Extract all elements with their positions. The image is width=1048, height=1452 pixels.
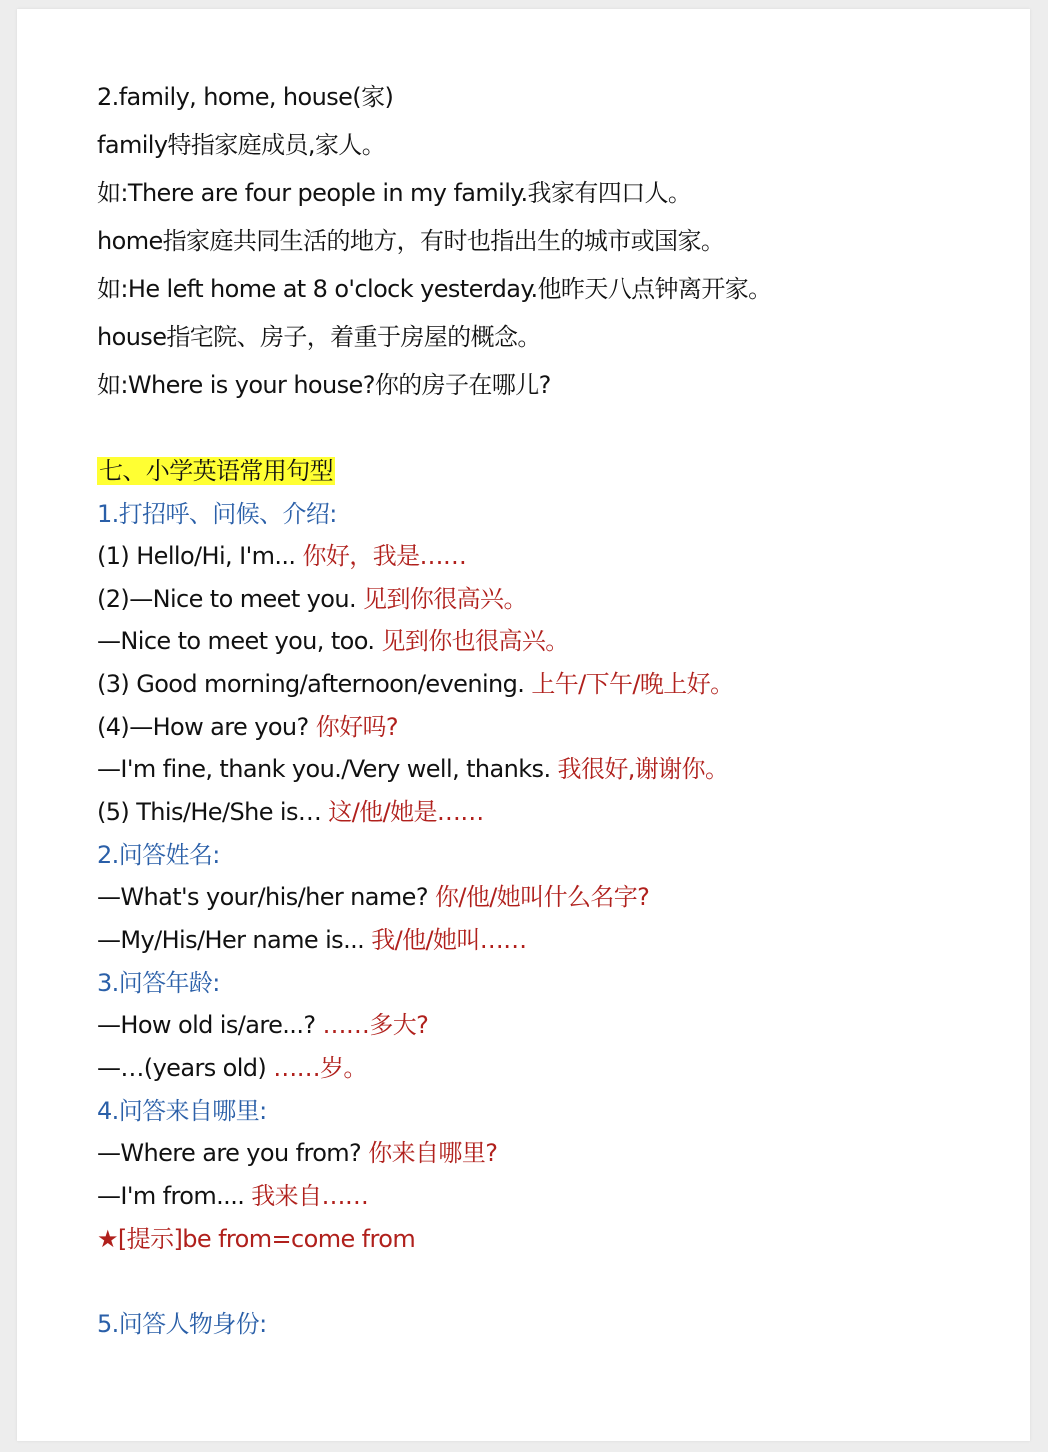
sentence-cn: 我/他/她叫……: [371, 926, 527, 954]
sentence-line: [97, 1137, 497, 1169]
sentence-en: (3) Good morning/afternoon/evening.: [97, 670, 532, 698]
sentence-cn: ……岁。: [273, 1054, 367, 1082]
family-home-house-heading: 2.family, home, house(家): [97, 83, 394, 111]
home-example: 如:He left home at 8 o'clock yesterday.他昨天八点钟离开家。: [97, 275, 772, 303]
sentence-cn: 你好吗?: [315, 713, 399, 741]
sub3-heading: 3.问答年龄:: [97, 969, 220, 997]
sentence-line: [97, 1052, 367, 1084]
sentence-en: —Where are you from?: [97, 1139, 369, 1167]
tip-note: ★[提示]be from=come from: [97, 1225, 416, 1253]
sentence-line: [97, 668, 734, 700]
house-example: 如:Where is your house?你的房子在哪儿?: [97, 371, 551, 399]
sub4-heading: 4.问答来自哪里:: [97, 1097, 267, 1125]
sub1-heading: 1.打招呼、问候、介绍:: [97, 500, 337, 528]
sentence-cn: 见到你也很高兴。: [381, 627, 569, 655]
sentence-cn: 见到你很高兴。: [363, 585, 527, 613]
sentence-cn: 上午/下午/晚上好。: [531, 670, 734, 698]
sentence-cn: 你好，我是……: [302, 542, 467, 570]
sub2-heading: 2.问答姓名:: [97, 841, 220, 869]
home-definition: home指家庭共同生活的地方，有时也指出生的城市或国家。: [97, 227, 725, 255]
sentence-en: (5) This/He/She is…: [97, 798, 329, 826]
sentence-en: —I'm from....: [97, 1182, 252, 1210]
sentence-line: [97, 924, 527, 956]
sentence-en: —…(years old): [97, 1054, 274, 1082]
sentence-line: [97, 796, 484, 828]
sentence-line: [97, 711, 398, 743]
sentence-cn: 这/他/她是……: [328, 798, 484, 826]
sentence-en: —My/His/Her name is...: [97, 926, 372, 954]
sentence-en: —I'm fine, thank you./Very well, thanks.: [97, 755, 558, 783]
house-definition: house指宅院、房子，着重于房屋的概念。: [97, 323, 541, 351]
sentence-cn: 你来自哪里?: [368, 1139, 498, 1167]
sentence-en: —What's your/his/her name?: [97, 883, 436, 911]
sentence-en: —Nice to meet you, too.: [97, 627, 382, 655]
sentence-line: [97, 625, 569, 657]
family-definition: family特指家庭成员,家人。: [97, 131, 386, 159]
sentence-cn: 我很好,谢谢你。: [557, 755, 729, 783]
sentence-en: —How old is/are...?: [97, 1011, 323, 1039]
family-example: 如:There are four people in my family.我家有四口人。: [97, 179, 692, 207]
sentence-en: (1) Hello/Hi, I'm...: [97, 542, 303, 570]
sentence-cn: ……多大?: [322, 1011, 429, 1039]
sentence-line: [97, 583, 527, 615]
sub5-heading: 5.问答人物身份:: [97, 1310, 267, 1338]
sentence-line: [97, 881, 649, 913]
sentence-line: [97, 753, 728, 785]
sentence-en: (2)—Nice to meet you.: [97, 585, 364, 613]
sentence-line: [97, 1009, 428, 1041]
section-7-title: [97, 455, 335, 487]
sentence-en: (4)—How are you?: [97, 713, 316, 741]
sentence-line: [97, 1180, 368, 1212]
sentence-line: [97, 540, 466, 572]
document-page: [17, 9, 1030, 1441]
sentence-cn: 我来自……: [251, 1182, 369, 1210]
sentence-cn: 你/他/她叫什么名字?: [435, 883, 650, 911]
section-7-title-text: 七、小学英语常用句型: [99, 457, 333, 485]
